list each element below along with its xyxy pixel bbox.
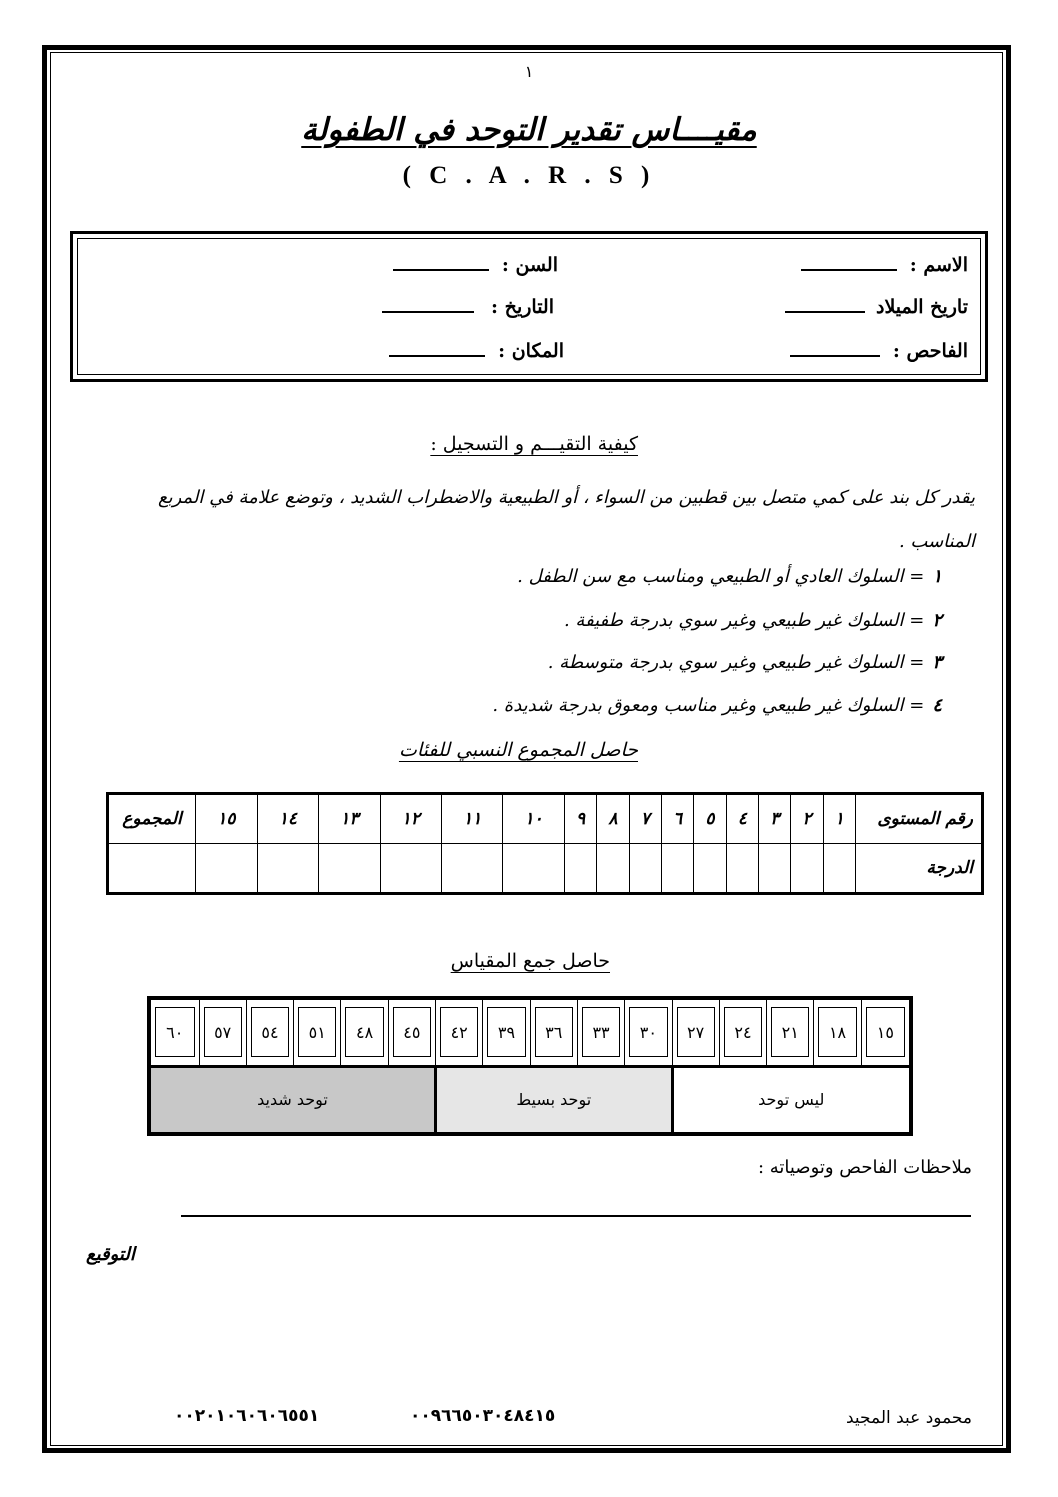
level-number-cell: ١١ (442, 794, 503, 844)
scale-number: ٢٤ (724, 1007, 762, 1057)
band-severe-autism: توحد شديد (149, 1066, 436, 1134)
footer-author-name: محمود عبد المجيد (845, 1408, 972, 1428)
level-number-cell: ١٣ (319, 794, 380, 844)
name-label: الاسم : (909, 254, 968, 276)
score-cell[interactable] (319, 844, 380, 894)
rule-text: = السلوك غير طبيعي وغير مناسب ومعوق بدرجة شديدة . (492, 695, 925, 716)
rule-number: ٣ (932, 652, 942, 673)
scale-number-cell (149, 998, 199, 1066)
scale-number: ١٨ (818, 1007, 856, 1057)
score-cell[interactable] (564, 844, 596, 894)
score-cell[interactable] (257, 844, 318, 894)
scale-number-cell (719, 998, 766, 1066)
levels-number-row (108, 794, 983, 844)
total-score-cell[interactable] (108, 844, 196, 894)
scale-number-row (149, 998, 911, 1066)
scale-number-cell (341, 998, 388, 1066)
score-cell[interactable] (196, 844, 258, 894)
level-number-cell: ١ (823, 794, 855, 844)
level-row-header: رقم المستوى (856, 794, 983, 844)
age-label: السن : (501, 254, 558, 276)
birthdate-label: تاريخ الميلاد (875, 296, 968, 318)
scale-number: ٣٣ (582, 1007, 620, 1057)
scale-number: ٤٥ (393, 1007, 431, 1057)
date-label: التاريخ : (491, 296, 554, 318)
page-subtitle: ( C . A . R . S ) (402, 162, 656, 189)
scoring-heading-text: كيفية التقيـــم و التسجيل : (430, 433, 638, 455)
scale-number: ٢١ (771, 1007, 809, 1057)
scale-heading (451, 950, 610, 972)
page-title (0, 112, 1058, 148)
scale-number-cell (294, 998, 341, 1066)
levels-table (106, 792, 984, 895)
scale-table (147, 996, 913, 1136)
place-label: المكان : (498, 340, 564, 362)
rule-number: ١ (932, 566, 942, 587)
scale-number-cell (483, 998, 530, 1066)
scale-band-row (149, 1066, 911, 1134)
level-number-cell: ٨ (597, 794, 629, 844)
score-cell[interactable] (694, 844, 726, 894)
notes-line[interactable] (181, 1215, 971, 1217)
level-number-cell: ٤ (726, 794, 758, 844)
rule-item (492, 695, 942, 716)
rule-item (564, 610, 942, 631)
scoring-instructions: يقدر كل بند على كمي متصل بين قطبين من السواء ، أو الطبيعية والاضطراب الشديد ، وتوضع علامة في المربع المناسب . (158, 487, 975, 552)
scale-number: ٥١ (298, 1007, 336, 1057)
notes-label: ملاحظات الفاحص وتوصياته : (757, 1157, 972, 1178)
scale-number-cell (246, 998, 293, 1066)
rule-text: = السلوك غير طبيعي وغير سوي بدرجة طفيفة . (563, 610, 925, 631)
band-not-autistic: ليس توحد (672, 1066, 911, 1134)
level-number-cell: ١٥ (196, 794, 258, 844)
score-cell[interactable] (823, 844, 855, 894)
page-number: ١ (524, 62, 534, 81)
level-number-cell: ١٠ (503, 794, 564, 844)
birthdate-field[interactable] (785, 296, 968, 318)
levels-heading-text: حاصل المجموع النسبي للفئات (398, 739, 638, 761)
level-number-cell: ٥ (694, 794, 726, 844)
scale-number-cell (767, 998, 814, 1066)
level-number-cell: ١٢ (380, 794, 441, 844)
scale-number: ١٥ (866, 1007, 905, 1057)
scale-number-cell (530, 998, 577, 1066)
score-cell[interactable] (380, 844, 441, 894)
level-number-cell: ٩ (564, 794, 596, 844)
scale-number: ٢٧ (677, 1007, 715, 1057)
levels-score-row (108, 844, 983, 894)
scoring-heading (430, 433, 638, 455)
band-mild-autism: توحد بسيط (436, 1066, 672, 1134)
scale-number: ٦٠ (155, 1007, 195, 1057)
score-row-header: الدرجة (856, 844, 983, 894)
scale-number-cell (388, 998, 435, 1066)
score-cell[interactable] (726, 844, 758, 894)
score-cell[interactable] (503, 844, 564, 894)
rule-number: ٤ (932, 695, 942, 716)
place-blank[interactable] (389, 353, 485, 357)
scale-heading-text: حاصل جمع المقياس (450, 950, 610, 972)
examiner-label: الفاحص : (892, 340, 968, 362)
level-number-cell: ٦ (661, 794, 693, 844)
levels-heading (399, 739, 638, 761)
footer-phone-egypt: ٠٠٢٠١٠٦٠٦٠٦٥٥١ (174, 1406, 320, 1426)
level-number-cell: ٣ (758, 794, 790, 844)
score-cell[interactable] (791, 844, 823, 894)
scale-number-cell (199, 998, 246, 1066)
scale-number-cell (625, 998, 672, 1066)
scale-number: ٣٠ (629, 1007, 667, 1057)
age-field[interactable] (393, 254, 558, 276)
score-cell[interactable] (629, 844, 661, 894)
name-blank[interactable] (801, 267, 897, 271)
examiner-blank[interactable] (790, 353, 880, 357)
rule-item (548, 652, 942, 673)
rule-item (517, 566, 942, 587)
rule-text: = السلوك العادي أو الطبيعي ومناسب مع سن الطفل . (517, 566, 925, 587)
scale-number-cell (436, 998, 483, 1066)
date-field[interactable] (382, 296, 554, 318)
scale-number: ٤٨ (345, 1007, 383, 1057)
scale-number: ٤٢ (440, 1007, 478, 1057)
scale-number-cell (672, 998, 719, 1066)
level-number-cell: ١٤ (257, 794, 318, 844)
scale-number: ٣٩ (487, 1007, 525, 1057)
level-total-header: المجموع (108, 794, 196, 844)
level-number-cell: ٧ (629, 794, 661, 844)
scale-number: ٥٤ (251, 1007, 289, 1057)
scale-number-cell (814, 998, 861, 1066)
footer-phone-saudi: ٠٠٩٦٦٥٠٣٠٤٨٤١٥ (410, 1406, 556, 1426)
scale-number: ٣٦ (535, 1007, 573, 1057)
scale-number: ٥٧ (204, 1007, 242, 1057)
rule-number: ٢ (932, 610, 942, 631)
score-cell[interactable] (597, 844, 629, 894)
examiner-field[interactable] (790, 340, 968, 362)
level-number-cell: ٢ (791, 794, 823, 844)
scale-number-cell (861, 998, 911, 1066)
score-cell[interactable] (758, 844, 790, 894)
place-field[interactable] (389, 340, 564, 362)
name-field[interactable] (801, 254, 968, 276)
page-title-text: مقيــــاس تقدير التوحد في الطفولة (301, 112, 757, 148)
scale-number-cell (577, 998, 624, 1066)
score-cell[interactable] (442, 844, 503, 894)
date-blank[interactable] (382, 309, 474, 313)
signature-label: التوقيع (86, 1244, 135, 1265)
rule-text: = السلوك غير طبيعي وغير سوي بدرجة متوسطة . (547, 652, 925, 673)
birthdate-blank[interactable] (785, 309, 865, 313)
score-cell[interactable] (661, 844, 693, 894)
age-blank[interactable] (393, 267, 489, 271)
